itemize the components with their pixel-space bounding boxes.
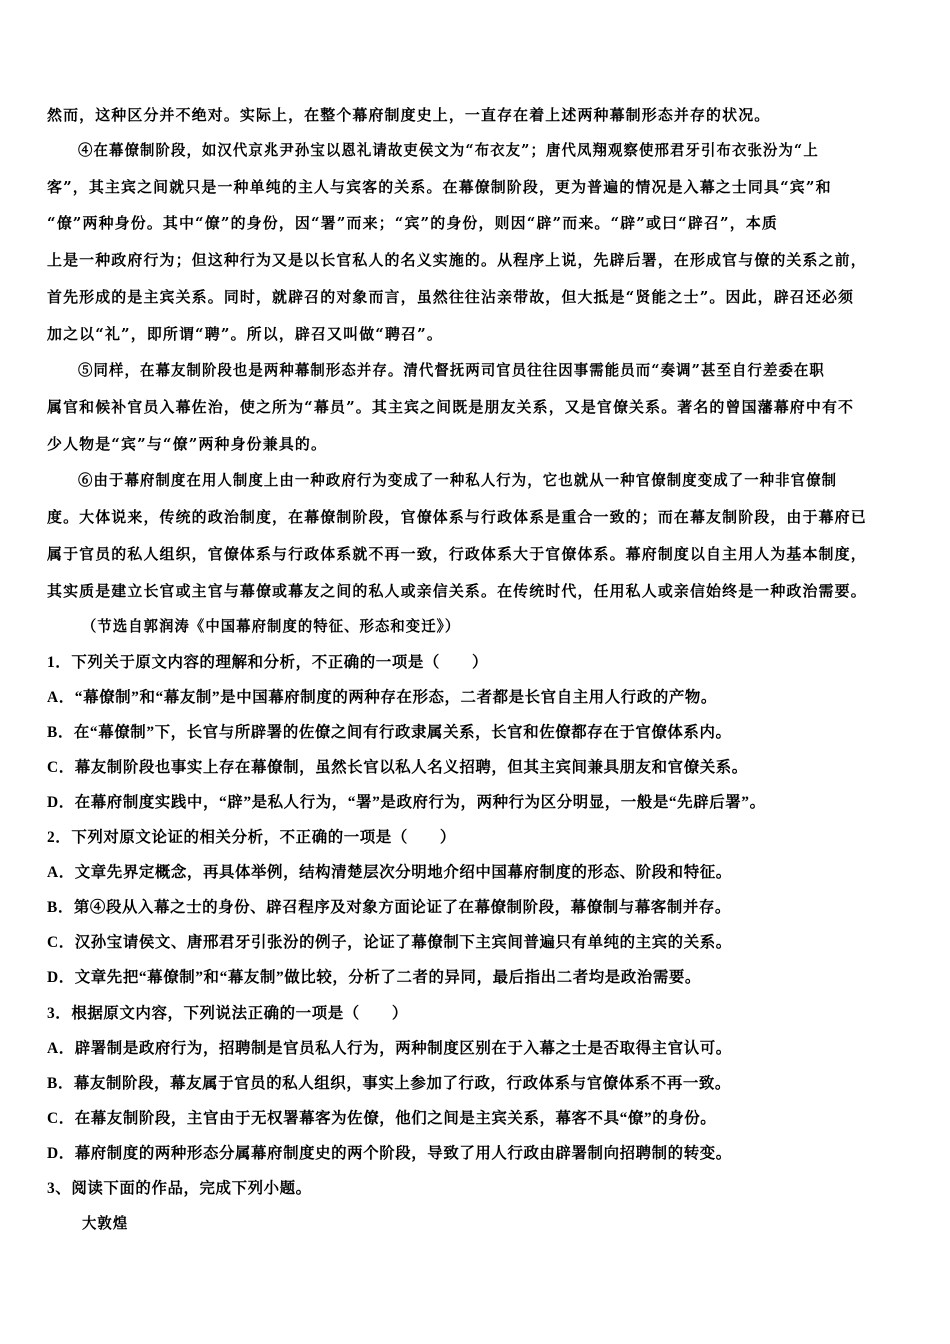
- question-2-stem: 2．下列对原文论证的相关分析，不正确的一项是（ ）: [47, 829, 456, 846]
- passage-line: 少人物是“宾”与“僚”两种身份兼具的。: [47, 435, 328, 453]
- question-3-option-c: C．在幕友制阶段，主官由于无权署幕客为佐僚，他们之间是主宾关系，幕客不具“僚”的身份。: [47, 1110, 717, 1127]
- passage-line: 首先形成的是主宾关系。同时，就辟召的对象而言，虽然往往沾亲带故，但大抵是“贤能之士”。因此，辟召还必须: [47, 288, 855, 306]
- question-2-option-d: D．文章先把“幕僚制”和“幕友制”做比较，分析了二者的异同，最后指出二者均是政治需要。: [47, 969, 701, 986]
- passage-line: 然而，这种区分并不绝对。实际上，在整个幕府制度史上，一直存在着上述两种幕制形态并存的状况。: [47, 106, 771, 124]
- passage-line: 属官和候补官员入幕佐治，使之所为“幕员”。其主宾之间既是朋友关系，又是官僚关系。著名的曾国藩幕府中有不: [47, 398, 855, 416]
- passage-line: 度。大体说来，传统的政治制度，在幕僚制阶段，官僚体系与行政体系是重合一致的；而在幕友制阶段，由于幕府已: [47, 508, 867, 526]
- passage-line: 上是一种政府行为；但这种行为又是以长官私人的名义实施的。从程序上说，先辟后署，在形成官与僚的关系之前，: [47, 251, 867, 269]
- question-1-option-d: D．在幕府制度实践中，“辟”是私人行为，“署”是政府行为，两种行为区分明显，一般是“先辟后署”。: [47, 794, 766, 811]
- question-2-option-a: A．文章先界定概念，再具体举例，结构清楚层次分明地介绍中国幕府制度的形态、阶段和特征。: [47, 864, 732, 881]
- passage-line: ⑥由于幕府制度在用人制度上由一种政府行为变成了一种私人行为，它也就从一种官僚制度变成了一种非官僚制: [78, 471, 838, 489]
- question-3-option-d: D．幕府制度的两种形态分属幕府制度史的两个阶段，导致了用人行政由辟署制向招聘制的转变。: [47, 1145, 732, 1162]
- question-3-option-a: A．辟署制是政府行为，招聘制是官员私人行为，两种制度区别在于入幕之士是否取得主官认可。: [47, 1040, 732, 1057]
- passage-line: “僚”两种身份。其中“僚”的身份，因“署”而来；“宾”的身份，则因“辟”而来。“辟”或曰“辟召”，本质: [47, 214, 779, 232]
- question-1-option-c: C．幕友制阶段也事实上存在幕僚制，虽然长官以私人名义招聘，但其主宾间兼具朋友和官僚关系。: [47, 759, 748, 776]
- question-3-option-b: B．幕友制阶段，幕友属于官员的私人组织，事实上参加了行政，行政体系与官僚体系不再一致。: [47, 1075, 731, 1092]
- work-title: 大敦煌: [82, 1214, 129, 1232]
- question-1-stem: 1．下列关于原文内容的理解和分析，不正确的一项是（ ）: [47, 654, 488, 671]
- passage-line: 其实质是建立长官或主官与幕僚或幕友之间的私人或亲信关系。在传统时代，任用私人或亲信始终是一种政治需要。: [47, 582, 867, 600]
- passage-line: ④在幕僚制阶段，如汉代京兆尹孙宝以恩礼请故吏侯文为“布衣友”；唐代凤翔观察使邢君牙引布衣张汾为“上: [78, 141, 819, 159]
- passage-source: （节选自郭润涛《中国幕府制度的特征、形态和变迁》）: [82, 617, 461, 635]
- passage-line: 客”，其主宾之间就只是一种单纯的主人与宾客的关系。在幕僚制阶段，更为普遍的情况是入幕之士同具“宾”和: [47, 178, 832, 196]
- question-2-option-b: B．第④段从入幕之士的身份、辟召程序及对象方面论证了在幕僚制阶段，幕僚制与幕客制并存。: [47, 899, 731, 916]
- passage-line: 加之以“礼”，即所谓“聘”。所以，辟召又叫做“聘召”。: [47, 325, 443, 343]
- question-2-option-c: C．汉孙宝请侯文、唐邢君牙引张汾的例子，论证了幕僚制下主宾间普遍只有单纯的主宾的关系。: [47, 934, 732, 951]
- question-3-stem: 3．根据原文内容，下列说法正确的一项是（ ）: [47, 1005, 408, 1022]
- section-heading: 3、阅读下面的作品，完成下列小题。: [47, 1180, 312, 1197]
- passage-line: ⑤同样，在幕友制阶段也是两种幕制形态并存。清代督抚两司官员往往因事需能员而“奏调”甚至自行差委在职: [78, 361, 825, 379]
- question-1-option-a: A．“幕僚制”和“幕友制”是中国幕府制度的两种存在形态，二者都是长官自主用人行政的产物。: [47, 689, 717, 706]
- passage-line: 属于官员的私人组织，官僚体系与行政体系就不再一致，行政体系大于官僚体系。幕府制度以自主用人为基本制度，: [47, 545, 867, 563]
- question-1-option-b: B．在“幕僚制”下，长官与所辟署的佐僚之间有行政隶属关系，长官和佐僚都存在于官僚体系内。: [47, 724, 732, 741]
